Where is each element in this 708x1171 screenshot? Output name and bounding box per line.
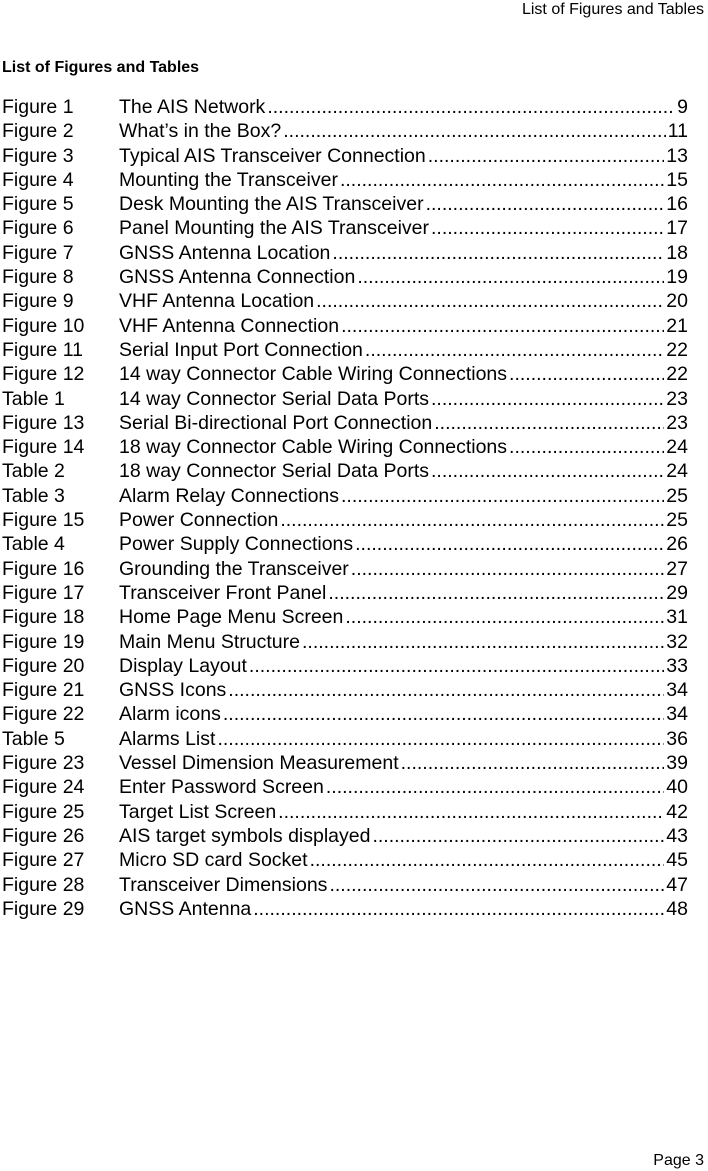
toc-entry-title: GNSS Icons xyxy=(119,679,227,702)
toc-entry[interactable] xyxy=(2,727,688,751)
toc-entry-page: 25 xyxy=(666,484,688,507)
toc-entry-page: 21 xyxy=(666,314,688,337)
toc-entry[interactable] xyxy=(2,654,688,678)
toc-entry-page: 24 xyxy=(666,436,688,459)
dot-leader xyxy=(372,824,664,848)
toc-entry-title: Typical AIS Transceiver Connection xyxy=(119,144,426,167)
toc-entry-title: VHF Antenna Connection xyxy=(119,314,340,337)
dot-leader xyxy=(355,532,664,556)
toc-entry-title: Home Page Menu Screen xyxy=(119,606,344,629)
dot-leader xyxy=(329,873,664,897)
toc-entry[interactable] xyxy=(2,314,688,338)
dot-leader xyxy=(249,654,664,678)
toc-entry-page: 31 xyxy=(666,606,688,629)
dot-leader xyxy=(351,557,665,581)
toc-entry[interactable] xyxy=(2,95,688,119)
dot-leader xyxy=(278,800,664,824)
toc-entry-page: 16 xyxy=(666,193,688,216)
toc-entry-label: Figure 15 xyxy=(2,509,85,532)
toc-entry-title: Micro SD card Socket xyxy=(119,849,308,872)
toc-entry-label: Figure 8 xyxy=(2,266,74,289)
toc-entry-label: Figure 11 xyxy=(2,338,83,361)
toc-entry[interactable] xyxy=(2,459,688,483)
toc-entry-label: Figure 9 xyxy=(2,290,74,313)
toc-entry-label: Figure 1 xyxy=(2,96,74,118)
toc-entry-page: 48 xyxy=(666,897,688,920)
toc-entry-label: Figure 16 xyxy=(2,557,85,580)
dot-leader xyxy=(228,678,664,702)
toc-entry-title: Alarms List xyxy=(119,727,216,750)
dot-leader xyxy=(326,775,664,799)
toc-entry-title: Enter Password Screen xyxy=(119,776,324,799)
toc-entry[interactable] xyxy=(2,144,688,168)
toc-entry-label: Figure 26 xyxy=(2,824,85,847)
toc-entry-label: Figure 10 xyxy=(2,314,85,337)
toc-entry-title: The AIS Network xyxy=(119,96,266,118)
toc-entry-page: 11 xyxy=(667,120,688,143)
toc-entry-title: Display Layout xyxy=(119,654,247,677)
toc-entry-title: AIS target symbols displayed xyxy=(119,824,371,847)
dot-leader xyxy=(431,216,664,240)
toc-entry-label: Figure 21 xyxy=(2,679,85,702)
toc-entry-title: Alarm icons xyxy=(119,703,221,726)
toc-entry-label: Figure 13 xyxy=(2,411,85,434)
toc-entry-title: Serial Bi-directional Port Connection xyxy=(119,411,433,434)
toc-entry[interactable] xyxy=(2,484,688,508)
toc-entry-title: Alarm Relay Connections xyxy=(119,484,340,507)
toc-entry[interactable] xyxy=(2,630,688,654)
dot-leader xyxy=(341,314,664,338)
dot-leader xyxy=(332,241,664,265)
toc-entry-label: Figure 3 xyxy=(2,144,74,167)
toc-entry-label: Table 1 xyxy=(2,387,65,410)
dot-leader xyxy=(401,751,665,775)
toc-entry[interactable] xyxy=(2,678,688,702)
toc-entry-page: 25 xyxy=(666,509,688,532)
toc-entry-title: GNSS Antenna Connection xyxy=(119,266,356,289)
toc-entry-title: 14 way Connector Serial Data Ports xyxy=(119,387,429,410)
dot-leader xyxy=(217,727,664,751)
toc-entry[interactable] xyxy=(2,848,688,872)
toc-entry[interactable] xyxy=(2,362,688,386)
toc-entry-label: Figure 17 xyxy=(2,581,85,604)
dot-leader xyxy=(434,411,664,435)
dot-leader xyxy=(267,95,675,119)
toc-entry-title: Grounding the Transceiver xyxy=(119,557,349,580)
toc-entry-title: Transceiver Dimensions xyxy=(119,873,328,896)
toc-entry-page: 34 xyxy=(666,703,688,726)
toc-entry[interactable] xyxy=(2,387,688,411)
toc-entry-label: Figure 27 xyxy=(2,849,85,872)
toc-entry-page: 19 xyxy=(666,266,688,289)
toc-entry-title: Main Menu Structure xyxy=(119,630,300,653)
toc-entry[interactable] xyxy=(2,897,688,921)
toc-entry-label: Figure 22 xyxy=(2,703,85,726)
dot-leader xyxy=(310,848,665,872)
toc-entry-title: 18 way Connector Cable Wiring Connections xyxy=(119,436,508,459)
toc-entry-title: GNSS Antenna Location xyxy=(119,241,331,264)
toc-entry-page: 18 xyxy=(666,241,688,264)
section-heading: List of Figures and Tables xyxy=(2,59,200,76)
toc-entry-page: 27 xyxy=(666,557,688,580)
toc-entry[interactable] xyxy=(2,532,688,556)
toc-entry[interactable] xyxy=(2,605,688,629)
toc-entry-page: 40 xyxy=(666,776,688,799)
toc-entry-label: Figure 7 xyxy=(2,241,74,264)
toc-entry-label: Table 4 xyxy=(2,533,65,556)
dot-leader xyxy=(340,168,664,192)
dot-leader xyxy=(253,897,664,921)
dot-leader xyxy=(428,144,665,168)
dot-leader xyxy=(365,338,664,362)
toc-entry-page: 29 xyxy=(666,581,688,604)
dot-leader xyxy=(283,119,666,143)
dot-leader xyxy=(280,508,664,532)
toc-entry[interactable] xyxy=(2,508,688,532)
toc-entry-title: Power Connection xyxy=(119,509,279,532)
toc-entry[interactable] xyxy=(2,751,688,775)
toc-entry-page: 26 xyxy=(666,533,688,556)
toc-entry-page: 32 xyxy=(666,630,688,653)
toc-entry-label: Figure 12 xyxy=(2,363,85,386)
toc-entry-label: Figure 28 xyxy=(2,873,85,896)
toc-entry[interactable] xyxy=(2,557,688,581)
toc-entry-page: 15 xyxy=(666,168,688,191)
page-number: Page 3 xyxy=(653,1152,704,1169)
toc-entry[interactable] xyxy=(2,289,688,313)
toc-entry-page: 9 xyxy=(677,96,688,118)
toc-entry-page: 42 xyxy=(666,800,688,823)
dot-leader xyxy=(431,459,664,483)
dot-leader xyxy=(357,265,664,289)
toc-entry-title: Serial Input Port Connection xyxy=(119,338,363,361)
dot-leader xyxy=(328,581,664,605)
toc-entry-page: 17 xyxy=(666,217,688,240)
toc-entry-label: Figure 24 xyxy=(2,776,85,799)
dot-leader xyxy=(302,630,664,654)
toc-entry-page: 23 xyxy=(666,411,688,434)
toc-entry-label: Figure 23 xyxy=(2,752,85,775)
running-header: List of Figures and Tables xyxy=(521,1,704,18)
toc-entry-page: 39 xyxy=(666,752,688,775)
toc-entry[interactable] xyxy=(2,581,688,605)
dot-leader xyxy=(509,362,664,386)
toc-entry-page: 23 xyxy=(666,387,688,410)
dot-leader xyxy=(426,192,665,216)
toc-entry-title: Target List Screen xyxy=(119,800,277,823)
toc-entry-label: Table 2 xyxy=(2,460,65,483)
toc-entry-title: 14 way Connector Cable Wiring Connections xyxy=(119,363,508,386)
toc-entry-title: Mounting the Transceiver xyxy=(119,168,338,191)
toc-entry-label: Figure 19 xyxy=(2,630,85,653)
toc-entry-title: Panel Mounting the AIS Transceiver xyxy=(119,217,430,240)
toc-entry-page: 43 xyxy=(666,824,688,847)
toc-entry-page: 20 xyxy=(666,290,688,313)
toc-entry[interactable] xyxy=(2,119,688,143)
toc-entry-label: Figure 5 xyxy=(2,193,74,216)
toc-entry[interactable] xyxy=(2,168,688,192)
toc-entry-title: Power Supply Connections xyxy=(119,533,354,556)
toc-entry[interactable] xyxy=(2,824,688,848)
dot-leader xyxy=(345,605,664,629)
dot-leader xyxy=(509,435,664,459)
toc-entry-title: VHF Antenna Location xyxy=(119,290,315,313)
dot-leader xyxy=(431,387,664,411)
toc-entry-label: Figure 14 xyxy=(2,436,85,459)
toc-entry-label: Figure 25 xyxy=(2,800,85,823)
toc-entry-page: 13 xyxy=(666,144,688,167)
toc-entry-title: GNSS Antenna xyxy=(119,897,252,920)
toc-entry-title: 18 way Connector Serial Data Ports xyxy=(119,460,429,483)
toc-entry-label: Figure 20 xyxy=(2,654,85,677)
toc-entry[interactable] xyxy=(2,241,688,265)
toc-entry[interactable] xyxy=(2,800,688,824)
toc-entry[interactable] xyxy=(2,192,688,216)
toc-entry-label: Figure 29 xyxy=(2,897,85,920)
toc-entry-title: Desk Mounting the AIS Transceiver xyxy=(119,193,424,216)
toc-entry-page: 33 xyxy=(666,654,688,677)
toc-entry[interactable] xyxy=(2,435,688,459)
toc-entry[interactable] xyxy=(2,338,688,362)
toc-entry-label: Table 3 xyxy=(2,484,65,507)
toc-entry[interactable] xyxy=(2,265,688,289)
toc-entry-page: 24 xyxy=(666,460,688,483)
toc-entry-title: What’s in the Box? xyxy=(119,120,282,143)
toc-entry-label: Table 5 xyxy=(2,727,65,750)
dot-leader xyxy=(341,484,664,508)
toc-entry-label: Figure 2 xyxy=(2,120,74,143)
toc-entry[interactable] xyxy=(2,702,688,726)
dot-leader xyxy=(223,702,664,726)
toc-entry-page: 45 xyxy=(666,849,688,872)
toc-entry-label: Figure 18 xyxy=(2,606,85,629)
toc-list xyxy=(2,95,688,921)
toc-entry-title: Transceiver Front Panel xyxy=(119,581,327,604)
toc-entry[interactable] xyxy=(2,873,688,897)
toc-entry-page: 34 xyxy=(666,679,688,702)
toc-entry-label: Figure 6 xyxy=(2,217,74,240)
dot-leader xyxy=(316,289,664,313)
toc-entry[interactable] xyxy=(2,775,688,799)
toc-entry-page: 47 xyxy=(666,873,688,896)
toc-entry-page: 36 xyxy=(666,727,688,750)
toc-entry-page: 22 xyxy=(666,338,688,361)
toc-entry[interactable] xyxy=(2,216,688,240)
toc-entry[interactable] xyxy=(2,411,688,435)
toc-entry-title: Vessel Dimension Measurement xyxy=(119,752,399,775)
toc-entry-label: Figure 4 xyxy=(2,168,74,191)
toc-entry-page: 22 xyxy=(666,363,688,386)
